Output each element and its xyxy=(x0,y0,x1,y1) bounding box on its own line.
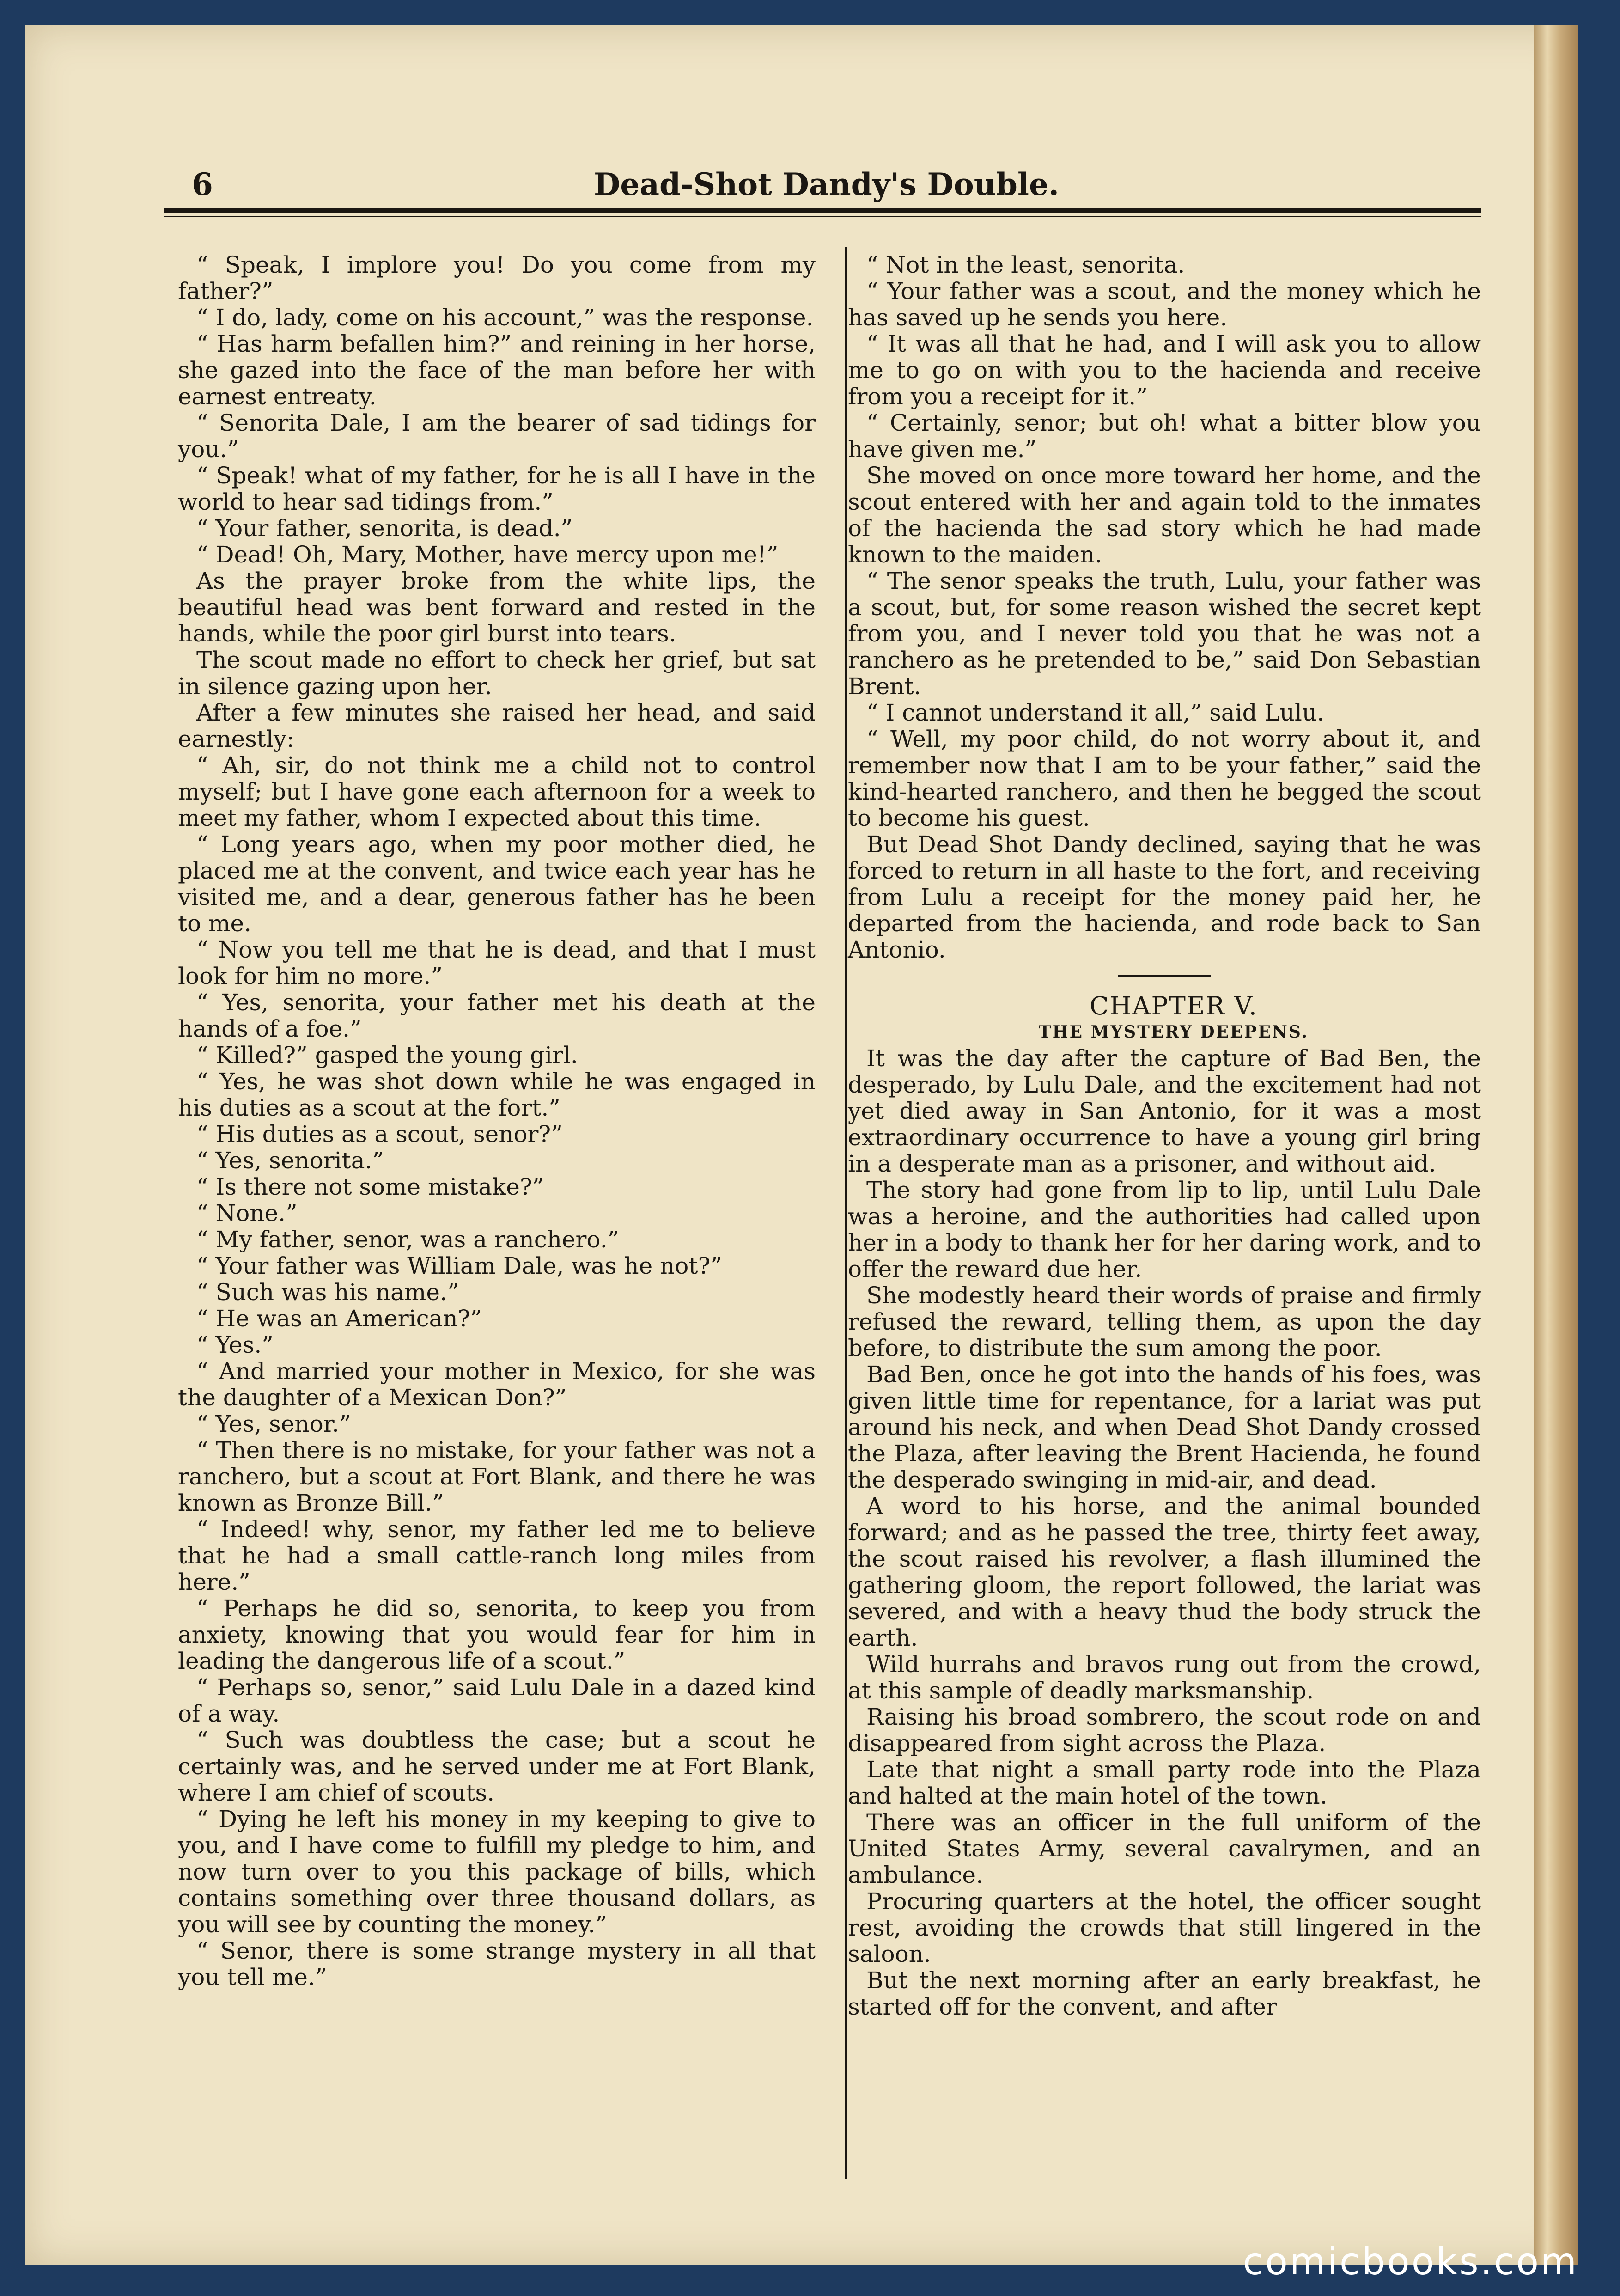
book-page xyxy=(25,25,1578,2265)
paragraph: “ It was all that he had, and I will ask you to allow me to go on with you to the hacienda and receive from you a receipt for it.” xyxy=(848,330,1481,410)
paragraph: Bad Ben, once he got into the hands of his foes, was given little time for repentance, for a lariat was put around his neck, and when Dead Shot Dandy crossed the Plaza, after leaving the Brent Hacienda, he found the desperado swinging in mid-air, and dead. xyxy=(848,1361,1481,1493)
paragraph: “ Perhaps so, senor,” said Lulu Dale in a dazed kind of a way. xyxy=(178,1674,816,1727)
paragraph: She modestly heard their words of praise and firmly refused the reward, telling them, as upon the day before, to distribute the sum among the poor. xyxy=(848,1282,1481,1362)
paragraph: “ My father, senor, was a ranchero.” xyxy=(196,1226,620,1253)
paragraph: A word to his horse, and the animal bounded forward; and as he passed the tree, thirty feet away, the scout raised his revolver, a flash illumined the gathering gloom, the report followed, the lariat was severed, and with a heavy thud the body struck the earth. xyxy=(848,1493,1481,1651)
paragraph: “ Yes.” xyxy=(196,1331,274,1358)
paragraph: But the next morning after an early breakfast, he started off for the convent, and after xyxy=(848,1967,1481,2020)
paragraph: The scout made no effort to check her grief, but sat in silence gazing upon her. xyxy=(178,647,816,700)
paragraph: “ I cannot understand it all,” said Lulu. xyxy=(866,699,1324,726)
paragraph: “ I do, lady, come on his account,” was the response. xyxy=(196,304,814,331)
header-rule-thin xyxy=(164,216,1481,217)
paragraph: “ Yes, senor.” xyxy=(196,1411,351,1437)
paragraph: “ Not in the least, senorita. xyxy=(866,251,1185,278)
paragraph: “ The senor speaks the truth, Lulu, your father was a scout, but, for some reason wished the secret kept from you, and I never told you that he was not a ranchero as he pretended to be,” said Don Sebastian Brent. xyxy=(848,568,1481,700)
paragraph: But Dead Shot Dandy declined, saying that he was forced to return in all haste to the fort, and receiving from Lulu a receipt for the money paid her, he departed from the hacienda, and rode back to San Antonio. xyxy=(848,831,1481,963)
paragraph: “ Well, my poor child, do not worry about it, and remember now that I am to be your father,” said the kind-hearted ranchero, and then he begged the scout to become his guest. xyxy=(848,726,1481,831)
paragraph: “ Killed?” gasped the young girl. xyxy=(196,1042,578,1069)
paragraph: “ Now you tell me that he is dead, and that I must look for him no more.” xyxy=(178,936,816,989)
page-header xyxy=(164,157,1481,213)
section-separator xyxy=(1118,975,1211,977)
book-spine xyxy=(1534,25,1578,2265)
paragraph: “ Speak, I implore you! Do you come from my father?” xyxy=(178,251,816,305)
site-watermark: comicbooks.com xyxy=(1242,2240,1578,2283)
paragraph: “ Senorita Dale, I am the bearer of sad tidings for you.” xyxy=(178,409,816,463)
paragraph: “ Yes, he was shot down while he was engaged in his duties as a scout at the fort.” xyxy=(178,1068,816,1121)
paragraph: There was an officer in the full uniform of the United States Army, several cavalrymen, and an ambulance. xyxy=(848,1809,1481,1888)
paragraph: She moved on once more toward her home, and the scout entered with her and again told to the inmates of the hacienda the sad story which he had made known to the maiden. xyxy=(848,462,1481,568)
paragraph: “ Indeed! why, senor, my father led me to believe that he had a small cattle-ranch long miles from here.” xyxy=(178,1516,816,1595)
paragraph: “ Has harm befallen him?” and reining in her horse, she gazed into the face of the man before her with earnest entreaty. xyxy=(178,330,816,410)
right-column xyxy=(848,252,1481,2020)
paragraph: “ He was an American?” xyxy=(196,1305,482,1332)
paragraph: “ Your father was William Dale, was he not?” xyxy=(196,1252,722,1279)
paragraph: “ His duties as a scout, senor?” xyxy=(196,1121,563,1148)
paragraph: “ And married your mother in Mexico, for she was the daughter of a Mexican Don?” xyxy=(178,1358,816,1411)
paragraph: After a few minutes she raised her head, and said earnestly: xyxy=(178,699,816,752)
paragraph: “ Yes, senorita.” xyxy=(196,1147,384,1174)
right-column-bottom xyxy=(848,1045,1481,2020)
paragraph: The story had gone from lip to lip, until Lulu Dale was a heroine, and the authorities had called upon her in a body to thank her for her daring work, and to offer the reward due her. xyxy=(848,1177,1481,1282)
paragraph: Wild hurrahs and bravos rung out from the crowd, at this sample of deadly marksmanship. xyxy=(848,1651,1481,1704)
right-column-top xyxy=(848,252,1481,963)
paragraph: As the prayer broke from the white lips, the beautiful head was bent forward and rested in the hands, while the poor girl burst into tears. xyxy=(178,568,816,647)
paragraph: “ Ah, sir, do not think me a child not to control myself; but I have gone each afternoon for a week to meet my father, whom I expected about this time. xyxy=(178,752,816,831)
paragraph: “ Such was his name.” xyxy=(196,1279,459,1306)
chapter-subtitle: THE MYSTERY DEEPENS. xyxy=(1038,1022,1309,1042)
paragraph: Raising his broad sombrero, the scout rode on and disappeared from sight across the Plaza. xyxy=(848,1704,1481,1757)
paragraph: “ Certainly, senor; but oh! what a bitter blow you have given me.” xyxy=(848,409,1481,463)
paragraph: “ Long years ago, when my poor mother died, he placed me at the convent, and twice each year has he visited me, and a dear, generous father has he been to me. xyxy=(178,831,816,937)
paragraph: “ Dead! Oh, Mary, Mother, have mercy upon me!” xyxy=(196,541,779,568)
chapter-title: CHAPTER V. xyxy=(1090,991,1258,1020)
paragraph: “ Senor, there is some strange mystery in all that you tell me.” xyxy=(178,1937,816,1991)
left-column xyxy=(178,252,816,1991)
paragraph: It was the day after the capture of Bad Ben, the desperado, by Lulu Dale, and the excitement had not yet died away in San Antonio, for it was a most extraordinary occurrence to have a young girl bring in a desperate man as a prisoner, and without aid. xyxy=(848,1045,1481,1177)
running-title: Dead-Shot Dandy's Double. xyxy=(594,166,1059,202)
paragraph: “ Then there is no mistake, for your father was not a ranchero, but a scout at Fort Blank, and there he was known as Bronze Bill.” xyxy=(178,1437,816,1516)
paragraph: “ Yes, senorita, your father met his death at the hands of a foe.” xyxy=(178,989,816,1042)
paragraph: “ Dying he left his money in my keeping to give to you, and I have come to fulfill my pledge to him, and now turn over to you this package of bills, which contains something over three thousand dollars, as you will see by counting the money.” xyxy=(178,1806,816,1938)
page-number: 6 xyxy=(192,166,213,202)
header-rule xyxy=(164,208,1481,213)
paragraph: “ Such was doubtless the case; but a scout he certainly was, and he served under me at Fort Blank, where I am chief of scouts. xyxy=(178,1727,816,1806)
paragraph: “ Perhaps he did so, senorita, to keep you from anxiety, knowing that you would fear for him in leading the dangerous life of a scout.” xyxy=(178,1595,816,1674)
paragraph: Procuring quarters at the hotel, the officer sought rest, avoiding the crowds that still lingered in the saloon. xyxy=(848,1888,1481,1967)
paragraph: “ Is there not some mistake?” xyxy=(196,1173,544,1200)
paragraph: “ Your father was a scout, and the money which he has saved up he sends you here. xyxy=(848,278,1481,331)
column-divider xyxy=(845,247,847,2179)
paragraph: Late that night a small party rode into the Plaza and halted at the main hotel of the town. xyxy=(848,1756,1481,1809)
paragraph: “ Your father, senorita, is dead.” xyxy=(196,515,573,542)
paragraph: “ Speak! what of my father, for he is all I have in the world to hear sad tidings from.” xyxy=(178,462,816,515)
paragraph: “ None.” xyxy=(196,1200,298,1227)
